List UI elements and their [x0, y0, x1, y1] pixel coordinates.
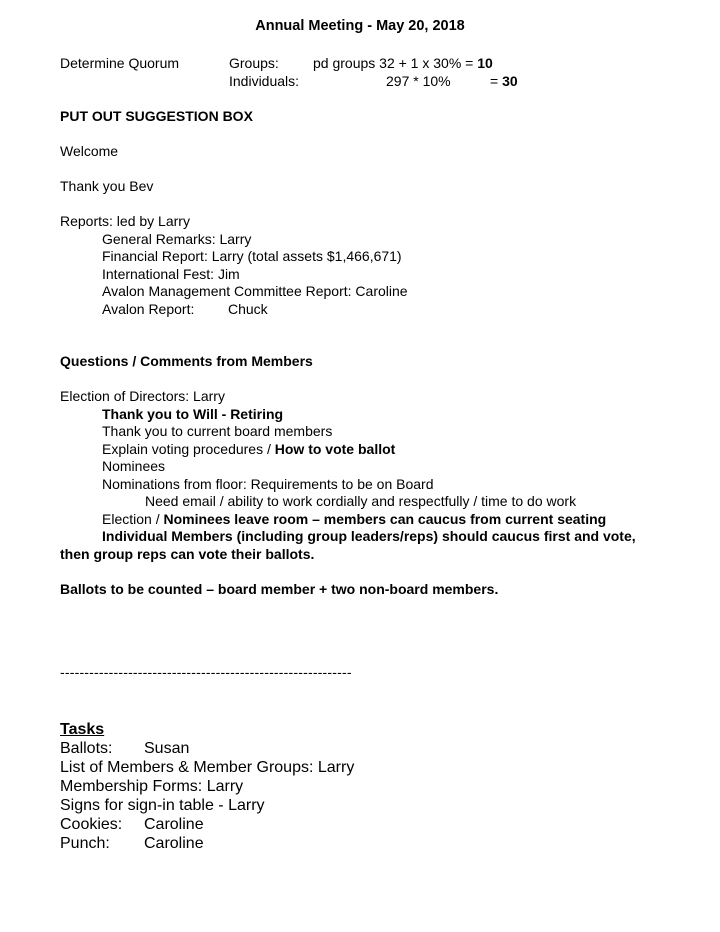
election-procedure-item: [102, 510, 606, 528]
avalon-report-person: Chuck: [228, 301, 268, 317]
task-members-list: List of Members & Member Groups: Larry: [60, 759, 355, 776]
explain-voting-prefix: Explain voting procedures /: [102, 441, 275, 457]
suggestion-box-note: PUT OUT SUGGESTION BOX: [60, 108, 253, 124]
ballots-counted-note: Ballots to be counted – board member + two non-board members.: [60, 581, 499, 597]
task-signs: Signs for sign-in table - Larry: [60, 797, 265, 814]
task-cookies-label: Cookies:: [60, 816, 123, 833]
task-membership-forms: Membership Forms: Larry: [60, 778, 244, 795]
task-punch-person: Caroline: [144, 835, 204, 852]
avalon-report-label: Avalon Report:: [102, 301, 195, 317]
groups-calc-text: pd groups 32 + 1 x 30% =: [313, 55, 474, 71]
report-item: General Remarks: Larry: [102, 231, 252, 247]
report-item: Financial Report: Larry (total assets $1,466,671): [102, 248, 402, 264]
questions-heading: Questions / Comments from Members: [60, 353, 313, 369]
explain-voting-bold: How to vote ballot: [274, 441, 396, 457]
nominees-item: Nominees: [102, 458, 166, 474]
individual-members-line2: then group reps can vote their ballots.: [60, 546, 315, 562]
thank-bev-item: Thank you Bev: [60, 178, 154, 194]
individuals-result-value: 30: [502, 73, 518, 89]
requirements-item: Need email / ability to work cordially and respectfully / time to do work: [145, 493, 577, 509]
individual-members-line1: Individual Members (including group leaders/reps) should caucus first and vote,: [102, 528, 636, 544]
thank-board-item: Thank you to current board members: [102, 423, 333, 439]
thank-will-item: Thank you to Will - Retiring: [102, 406, 284, 422]
election-prefix: Election /: [102, 511, 164, 527]
individuals-eq: =: [490, 73, 499, 89]
individuals-label: Individuals:: [229, 73, 300, 89]
election-bold: Nominees leave room – members can caucus from current seating: [163, 511, 607, 527]
groups-result: 10: [477, 55, 493, 71]
quorum-label: Determine Quorum: [60, 55, 180, 71]
page-title: Annual Meeting - May 20, 2018: [255, 18, 465, 34]
separator-line: ------------------------------------------------------------: [60, 664, 352, 680]
task-cookies-person: Caroline: [144, 816, 204, 833]
individuals-result: [490, 72, 518, 90]
individuals-calc: 297 * 10%: [386, 73, 451, 89]
task-punch-label: Punch:: [60, 835, 110, 852]
groups-calc: [313, 54, 493, 72]
report-item: Avalon Management Committee Report: Caroline: [102, 283, 408, 299]
welcome-item: Welcome: [60, 143, 119, 159]
nominations-item: Nominations from floor: Requirements to be on Board: [102, 476, 434, 492]
explain-voting-item: [102, 440, 395, 458]
reports-heading: Reports: led by Larry: [60, 213, 190, 229]
election-heading: Election of Directors: Larry: [60, 388, 225, 404]
tasks-heading: Tasks: [60, 721, 105, 738]
report-item: International Fest: Jim: [102, 266, 240, 282]
task-ballots-person: Susan: [144, 740, 190, 757]
task-ballots-label: Ballots:: [60, 740, 113, 757]
groups-label: Groups:: [229, 55, 279, 71]
